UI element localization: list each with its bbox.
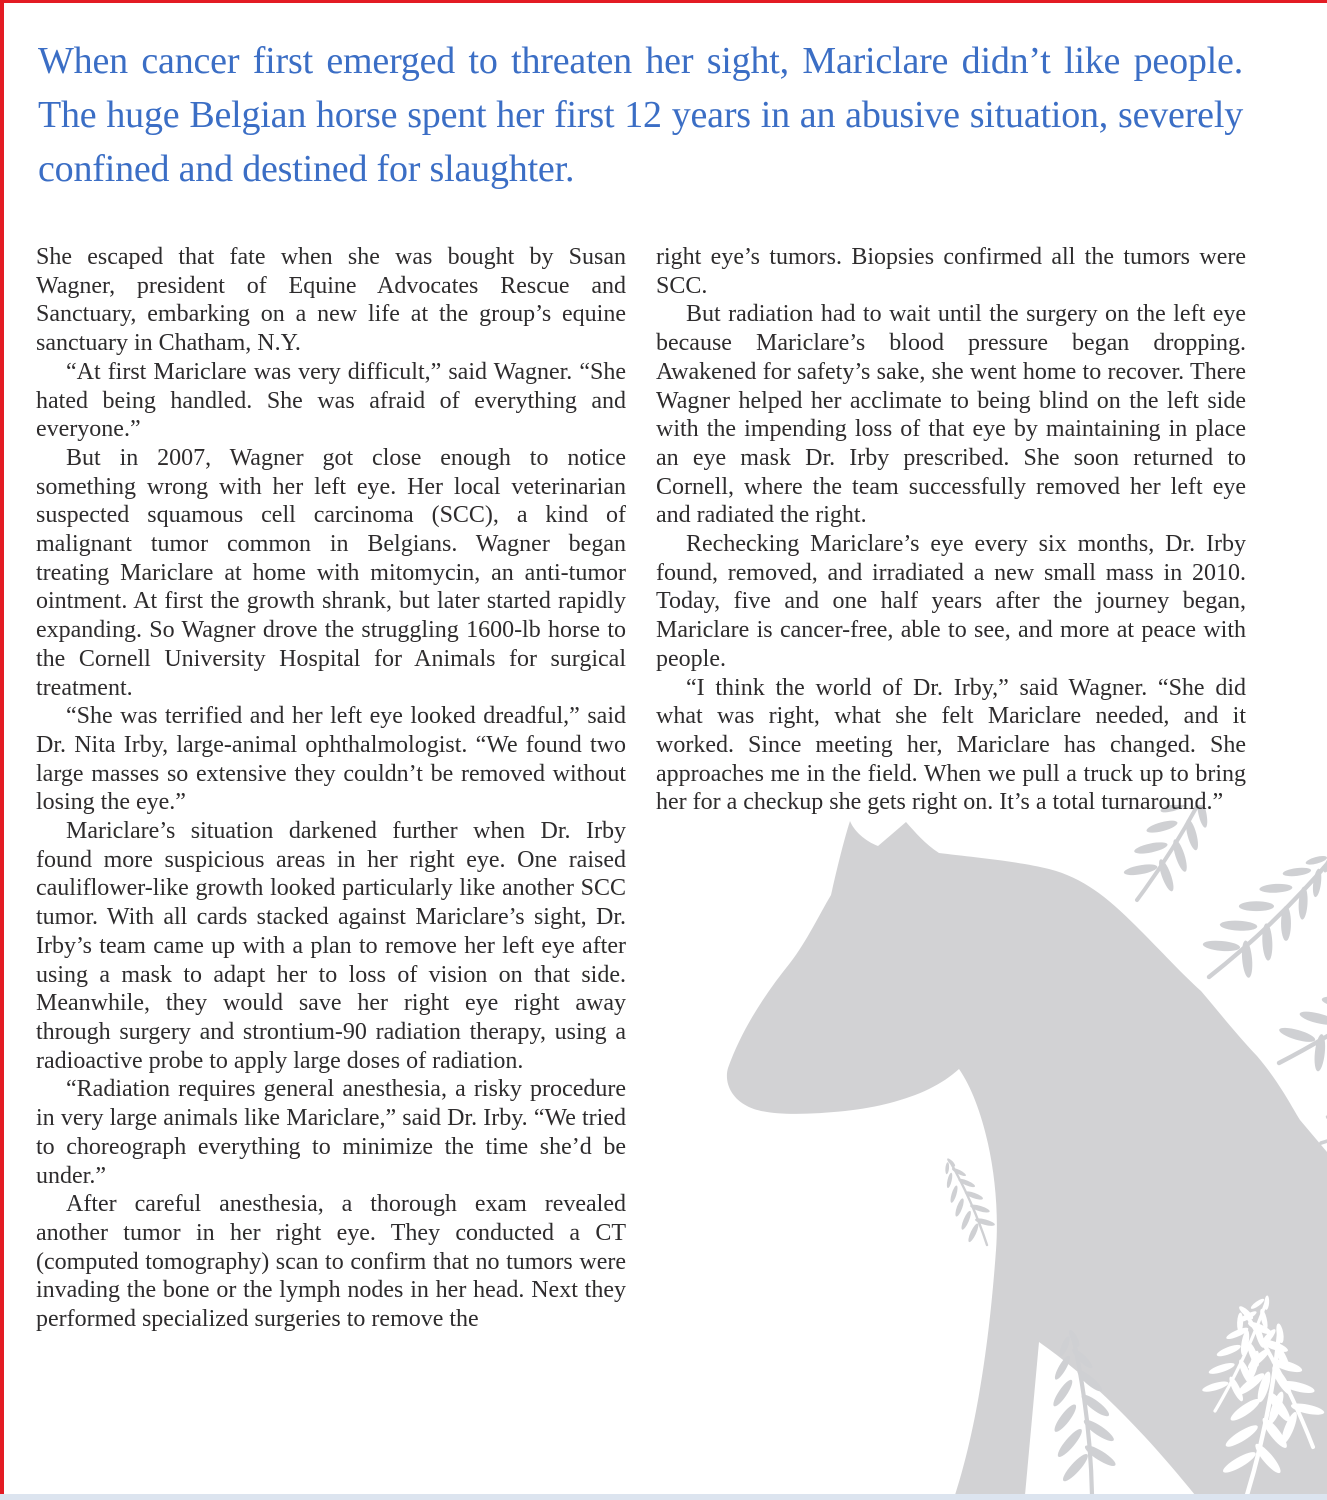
left-text-column — [36, 243, 626, 1334]
horse-silhouette-graphic — [687, 805, 1327, 1495]
body-paragraph: But radiation had to wait until the surgery on the left eye because Mariclare’s blood pressure began dropping. Awakened for safety’s sake, she went home to recover. There Wagner helped her acclimate to being blind on the left side with the impending loss of that eye by maintaining in place an eye mask Dr. Irby prescribed. She soon returned to Cornell, where the team successfully removed her left eye and radiated the right. — [656, 301, 1246, 529]
body-paragraph: “I think the world of Dr. Irby,” said Wagner. “She did what was right, what she felt Mariclare needed, and it worked. Since meeting her, Mariclare has changed. She approaches me in the field. When we pull a truck up to bring her for a checkup she gets right on. It’s a total turnaround.” — [656, 674, 1246, 816]
body-paragraph: She escaped that fate when she was bought by Susan Wagner, president of Equine Advocates Rescue and Sanctuary, embarking on a new life at the group’s equine sanctuary in Chatham, N.Y. — [36, 244, 626, 357]
body-paragraph: “At first Mariclare was very difficult,” said Wagner. “She hated being handled. She was afraid of everything and everyone.” — [36, 358, 626, 443]
body-paragraph: Mariclare’s situation darkened further when Dr. Irby found more suspicious areas in her right eye. One raised cauliflower-like growth looked particularly like another SCC tumor. With all cards stacked against Mariclare’s sight, Dr. Irby’s team came up with a plan to remove her left eye after using a mask to adapt her to loss of vision on that side. Meanwhile, they would save her right eye right away through surgery and strontium-90 radiation therapy, using a radioactive probe to apply large doses of radiation. — [36, 818, 626, 1074]
top-accent-rule — [0, 0, 1327, 3]
right-text-column — [656, 243, 1246, 817]
body-paragraph: “She was terrified and her left eye looked dreadful,” said Dr. Nita Irby, large-animal ophthalmologist. “We found two large masses so extensive they couldn’t be removed without losing the eye.” — [36, 703, 626, 816]
left-accent-rule — [0, 0, 4, 1494]
body-paragraph: But in 2007, Wagner got close enough to notice something wrong with her left eye. Her local veterinarian suspected squamous cell carcinoma (SCC), a kind of malignant tumor common in Belgians. Wagner began treating Mariclare at home with mitomycin, an anti-tumor ointment. At first the growth shrank, but later started rapidly expanding. So Wagner drove the struggling 1600-lb horse to the Cornell University Hospital for Animals for surgical treatment. — [36, 444, 626, 701]
body-paragraph: right eye’s tumors. Biopsies confirmed all the tumors were SCC. — [656, 244, 1246, 299]
article-headline: When cancer first emerged to threaten her sight, Mariclare didn’t like people. The huge Belgian horse spent her first 12 years in an abusive situation, severely confined and destined for slaughter. — [38, 40, 1243, 190]
bottom-page-strip — [0, 1494, 1327, 1500]
body-paragraph: After careful anesthesia, a thorough exam revealed another tumor in her right eye. They conducted a CT (computed tomography) scan to confirm that no tumors were invading the bone or the lymph nodes in her head. Next they performed specialized surgeries to remove the — [36, 1191, 626, 1333]
body-paragraph: Rechecking Mariclare’s eye every six months, Dr. Irby found, removed, and irradiated a new small mass in 2010. Today, five and one half years after the journey began, Mariclare is cancer-free, able to see, and more at peace with people. — [656, 531, 1246, 672]
body-paragraph: “Radiation requires general anesthesia, a risky procedure in very large animals like Mariclare,” said Dr. Irby. “We tried to choreograph everything to minimize the time she’d be under.” — [36, 1076, 626, 1189]
